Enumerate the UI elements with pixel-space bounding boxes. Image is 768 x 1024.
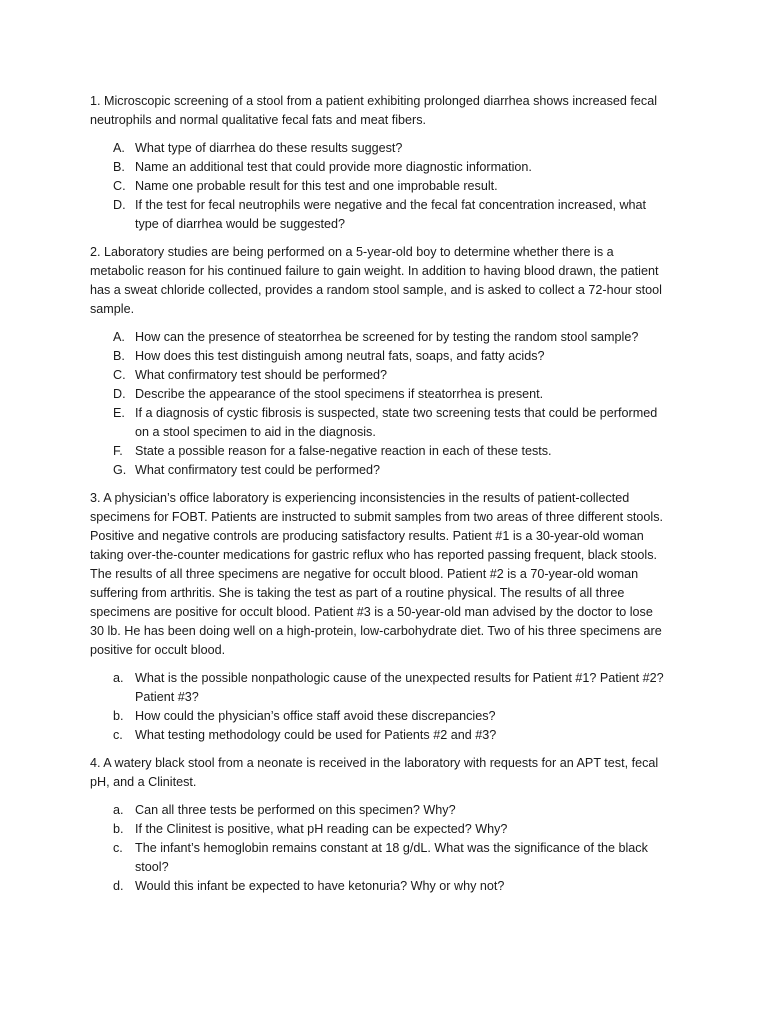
sub-question-text: Describe the appearance of the stool specimens if steatorrhea is present.: [135, 387, 544, 401]
sub-question-text: State a possible reason for a false-negative reaction in each of these tests.: [135, 444, 552, 458]
sub-question: [90, 669, 668, 707]
list-marker: A.: [113, 141, 125, 155]
sub-question: [90, 366, 668, 385]
sub-question-text: What confirmatory test could be performed?: [135, 463, 380, 477]
sub-question-text: Name one probable result for this test and one improbable result.: [135, 179, 498, 193]
sub-question: [90, 328, 668, 347]
sub-question-text: If the test for fecal neutrophils were negative and the fecal fat concentration increased, what type of diarrhea would be suggested?: [135, 198, 647, 231]
question-stem: 1. Microscopic screening of a stool from a patient exhibiting prolonged diarrhea shows increased fecal neutrophils and normal qualitative fecal fats and meat fibers.: [90, 94, 658, 127]
sub-question: [90, 461, 668, 480]
sub-question-text: If a diagnosis of cystic fibrosis is suspected, state two screening tests that could be performed on a stool specimen to aid in the diagnosis.: [135, 406, 658, 439]
sub-question-text: What confirmatory test should be performed?: [135, 368, 387, 382]
question-1: [90, 92, 668, 234]
sub-question: [90, 139, 668, 158]
sub-question: [90, 707, 668, 726]
list-marker: b.: [113, 822, 124, 836]
sub-question: [90, 196, 668, 234]
sub-question-text: What is the possible nonpathologic cause of the unexpected results for Patient #1? Patient #2? Patient #3?: [135, 671, 664, 704]
sub-question-list: [90, 801, 668, 896]
question-stem: 4. A watery black stool from a neonate is received in the laboratory with requests for an APT test, fecal pH, and a Clinitest.: [90, 756, 659, 789]
sub-question-text: What type of diarrhea do these results suggest?: [135, 141, 403, 155]
sub-question-list: [90, 669, 668, 745]
sub-question-text: How could the physician’s office staff avoid these discrepancies?: [135, 709, 496, 723]
sub-question: [90, 839, 668, 877]
sub-question-text: How does this test distinguish among neutral fats, soaps, and fatty acids?: [135, 349, 545, 363]
list-marker: C.: [113, 368, 126, 382]
sub-question-text: Name an additional test that could provide more diagnostic information.: [135, 160, 532, 174]
list-marker: c.: [113, 728, 123, 742]
list-marker: a.: [113, 671, 124, 685]
sub-question: [90, 442, 668, 461]
sub-question-text: Would this infant be expected to have ketonuria? Why or why not?: [135, 879, 505, 893]
list-marker: b.: [113, 709, 124, 723]
sub-question: [90, 726, 668, 745]
question-stem: 2. Laboratory studies are being performed on a 5-year-old boy to determine whether there is a metabolic reason for his continued failure to gain weight. In addition to having blood drawn, the patient has a sweat chloride collected, provides a random stool sample, and is asked to collect a 72-hour stool sample.: [90, 245, 662, 316]
list-marker: a.: [113, 803, 124, 817]
list-marker: F.: [113, 444, 123, 458]
question-4: [90, 754, 668, 896]
sub-question: [90, 385, 668, 404]
sub-question: [90, 801, 668, 820]
sub-question-text: How can the presence of steatorrhea be screened for by testing the random stool sample?: [135, 330, 639, 344]
list-marker: D.: [113, 198, 126, 212]
list-marker: G.: [113, 463, 127, 477]
sub-question-text: The infant’s hemoglobin remains constant at 18 g/dL. What was the significance of the black stool?: [135, 841, 648, 874]
sub-question: [90, 347, 668, 366]
list-marker: D.: [113, 387, 126, 401]
list-marker: E.: [113, 406, 125, 420]
sub-question: [90, 877, 668, 896]
sub-question-list: [90, 139, 668, 234]
sub-question: [90, 404, 668, 442]
list-marker: A.: [113, 330, 125, 344]
sub-question-text: What testing methodology could be used for Patients #2 and #3?: [135, 728, 497, 742]
question-3: [90, 489, 668, 745]
sub-question-list: [90, 328, 668, 480]
list-marker: c.: [113, 841, 123, 855]
sub-question-text: If the Clinitest is positive, what pH reading can be expected? Why?: [135, 822, 508, 836]
list-marker: d.: [113, 879, 124, 893]
list-marker: B.: [113, 349, 125, 363]
sub-question-text: Can all three tests be performed on this specimen? Why?: [135, 803, 456, 817]
question-2: [90, 243, 668, 480]
list-marker: B.: [113, 160, 125, 174]
question-stem: 3. A physician’s office laboratory is experiencing inconsistencies in the results of patient-collected specimens for FOBT. Patients are instructed to submit samples from two areas of three different stools. Positive and negative controls are producing satisfactory results. Patient #1 is a 30-year-old woman taking over-the-counter medications for gastric reflux who has reported passing frequent, black stools. The results of all three specimens are negative for occult blood. Patient #2 is a 70-year-old woman suffering from arthritis. She is taking the test as part of a routine physical. The results of all three specimens are positive for occult blood. Patient #3 is a 50-year-old man advised by the doctor to lose 30 lb. He has been doing well on a high-protein, low-carbohydrate diet. Two of his three specimens are positive for occult blood.: [90, 491, 664, 657]
sub-question: [90, 820, 668, 839]
list-marker: C.: [113, 179, 126, 193]
sub-question: [90, 158, 668, 177]
sub-question: [90, 177, 668, 196]
